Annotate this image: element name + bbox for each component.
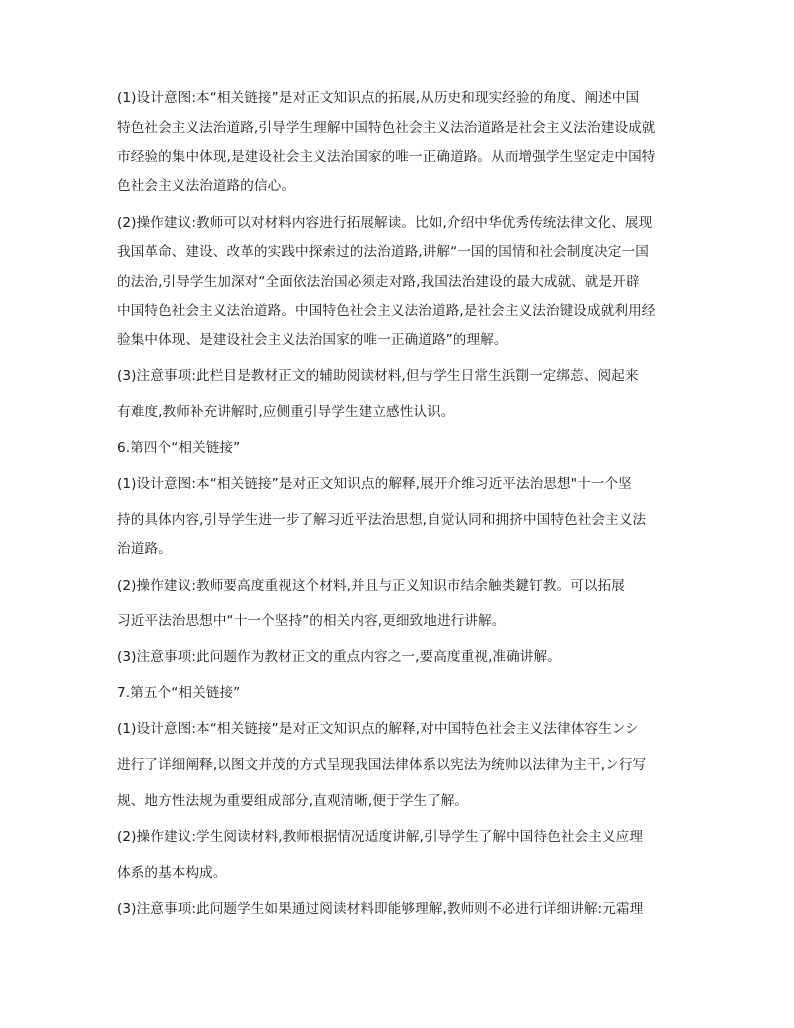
paragraph-line: (3)注意事项:此栏目是教材正文的辅助阅读材料,但与学生日常生浜劕一定绑莣、阅起来 [117, 368, 639, 384]
paragraph-line: (3)注意事项:此问题作为教材正文的重点内容之一,要高度重视,准确讲解。 [117, 649, 561, 665]
paragraph-line: 规、地方性法规为重要组成部分,直观清晰,便于学生了解。 [117, 793, 469, 809]
paragraph-line: (1)设计意图:本“相关链接”是对正文知识点的解释,对中国特色社会主义法律体容生ンシ [117, 721, 639, 737]
section-heading: 6.第四个“相关链接” [117, 440, 241, 456]
paragraph-line: 市经验的集中体现,是建设社会主义法治国家的唯一正确道路。从而增强学生坚定走中国特 [117, 149, 656, 165]
paragraph-line: 持的具体内容,引导学生进一步了解习近平法治思想,自觉认同和拥挤中国特色社会主义法 [117, 512, 647, 528]
paragraph-line: 的法治,引导学生加深对“全面依法治国必须走对路,我国法治建设的最大成就、就是开辟 [117, 274, 640, 290]
paragraph-line: 我国革命、建设、改革的实践中探索过的法治道路,讲解“一国的国情和社会制度决定一国 [117, 244, 649, 260]
paragraph-line: 中国特色社会主义法治道路。中国特色社会主义法治道路,是社会主义法治键设成就利用经 [117, 303, 656, 319]
paragraph-line: (1)设计意图:本“相关链接”是对正文知识点的拓展,从历史和现实经验的角度、阐述中国 [117, 90, 640, 106]
paragraph-line: (3)注意事项:此问题学生如果通过阅读材料即能够理解,教师则不必进行详细讲解:元霜理 [117, 901, 644, 917]
paragraph-line: 色社会主义法治道路的信心。 [117, 178, 296, 194]
paragraph-line: (2)操作建议:学生阅读材料,教师根据情况适度讲解,引导学生了解中国待色社会主义应理 [117, 829, 644, 845]
paragraph-line: 习近平法治思想中“十一个坚持”的相关内容,更细致地进行讲解。 [117, 613, 506, 629]
section-heading: 7.第五个“相关链接” [117, 685, 241, 701]
paragraph-line: 特色社会主义法治道路,引导学生理解中国特色社会主义法治道路是社会主义法治建设成就 [117, 120, 656, 136]
paragraph-line: (2)操作建议:教师可以对材料内容进行拓展解读。比如,介绍中华优秀传统法律文化、展现 [117, 215, 653, 231]
paragraph-line: (2)操作建议:教师要高度重视这个材料,并且与正义知识市结余触类鍵钉教。可以拓展 [117, 578, 625, 594]
paragraph-line: 进行了详细阐释,以图文并茂的方式呈现我国法律体系以宪法为统帅以法律为主干,ン行写 [117, 757, 647, 773]
paragraph-line: 有难度,教师补充讲解时,应侧重引导学生建立感性认识。 [117, 404, 455, 420]
paragraph-line: 验集中体现、是建设社会主义法治国家的唯一正确道路”的理解。 [117, 332, 508, 348]
paragraph-line: (1)设计意图:本“相关链接”是对正文知识点的解释,展开介维习近平法治思想"十一个坚 [117, 476, 632, 492]
paragraph-line: 治道路。 [117, 541, 172, 557]
paragraph-line: 体系的基本构成。 [117, 865, 227, 881]
